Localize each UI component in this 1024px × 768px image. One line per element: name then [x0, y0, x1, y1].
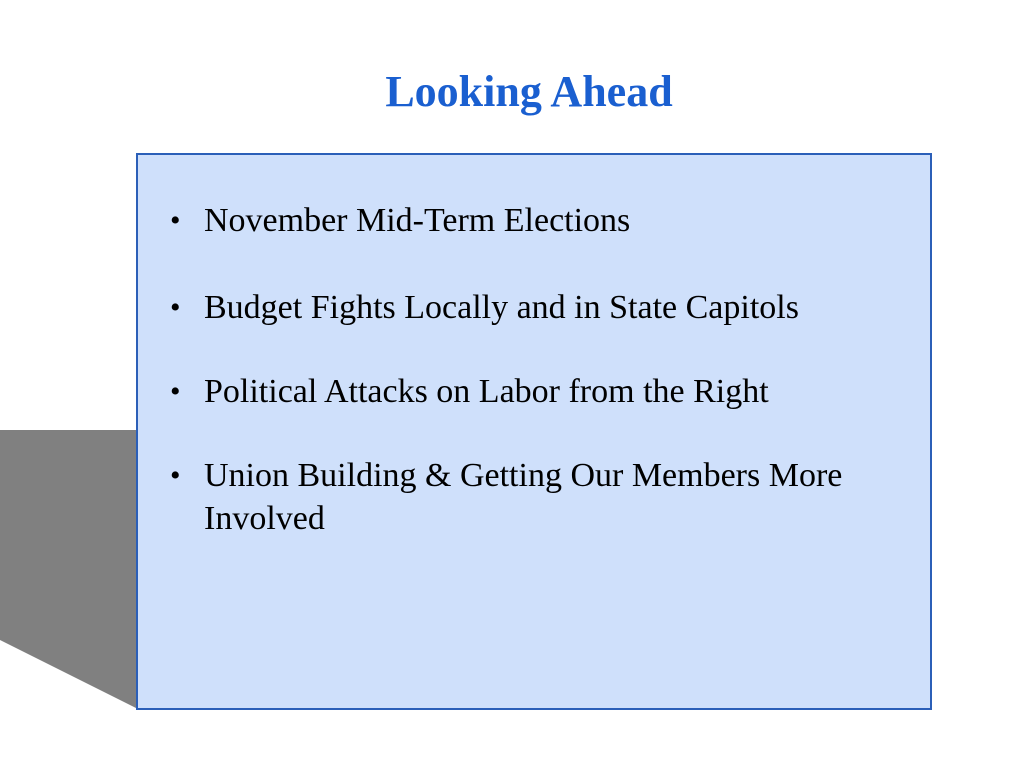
- bullet-list: [168, 199, 908, 584]
- bullet-icon: •: [170, 204, 181, 237]
- bullet-text: Union Building & Getting Our Members More Involved: [204, 457, 843, 537]
- bullet-text: November Mid-Term Elections: [204, 202, 631, 239]
- slide-title: Looking Ahead: [385, 67, 673, 116]
- bullet-text: Budget Fights Locally and in State Capitols: [204, 289, 799, 326]
- content-box: [136, 153, 932, 710]
- bullet-icon: •: [170, 459, 181, 492]
- bullet-item: [168, 199, 908, 242]
- bullet-icon: •: [170, 375, 181, 408]
- bullet-item: [168, 370, 908, 413]
- bullet-icon: •: [170, 291, 181, 324]
- bullet-text: Political Attacks on Labor from the Right: [204, 373, 769, 410]
- bullet-item: [168, 454, 908, 540]
- bullet-item: [168, 286, 908, 329]
